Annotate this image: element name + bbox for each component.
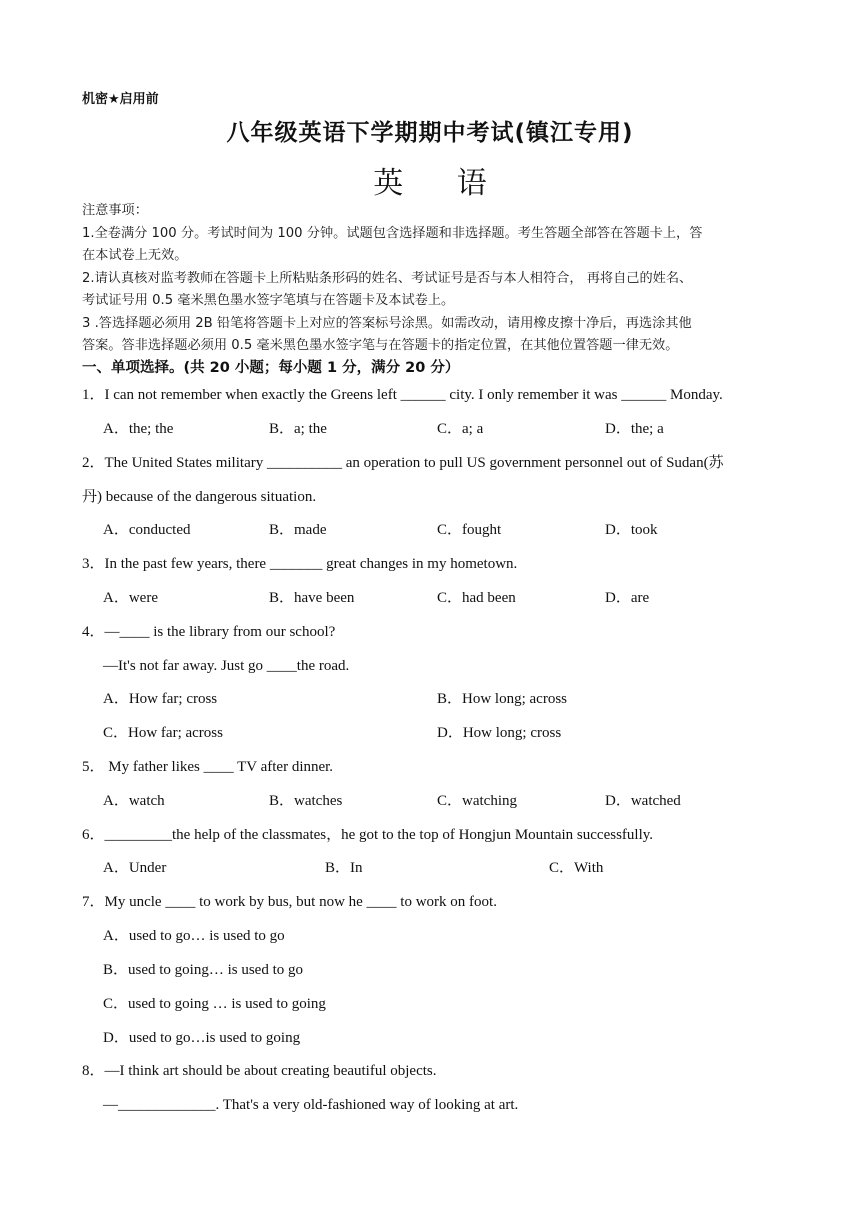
exam-title: 八年级英语下学期期中考试(镇江专用)	[226, 120, 634, 146]
option-a: A．were	[103, 590, 158, 606]
question-stem-continued: —It's not far away. Just go ____the road.	[103, 658, 350, 674]
option-b: B．watches	[269, 793, 343, 809]
instruction-line: 3 .答选择题必须用 2B 铅笔将答题卡上对应的答案标号涂黑。如需改动，请用橡皮擦十净后，再选涂其他	[82, 315, 692, 331]
option-b: B．have been	[269, 590, 355, 606]
instructions-heading: 注意事项：	[82, 203, 148, 218]
question-stem: 2．The United States military __________ an operation to pull US government personnel out of Sudan(苏	[82, 455, 724, 471]
option-c: C．used to going … is used to going	[103, 996, 326, 1012]
question-stem: 4．—____ is the library from our school?	[82, 624, 336, 640]
option-b: B．In	[325, 860, 363, 876]
instruction-line: 2.请认真核对监考教师在答题卡上所粘贴条形码的姓名、考试证号是否与本人相符合， 再将自己的姓名、	[82, 270, 693, 286]
question-stem: 7．My uncle ____ to work by bus, but now he ____ to work on foot.	[82, 894, 497, 910]
option-b: B．made	[269, 522, 327, 538]
instruction-line: 考试证号用 0.5 毫米黑色墨水签字笔填与在答题卡及本试卷上。	[82, 293, 455, 308]
option-d: D．are	[605, 590, 650, 606]
subject-title: 英 语	[373, 166, 509, 201]
question-stem-continued: 丹) because of the dangerous situation.	[82, 489, 317, 505]
option-a: A．Under	[103, 860, 167, 876]
section-heading: 一、单项选择。(共 20 小题；每小题 1 分，满分 20 分）	[82, 360, 460, 376]
option-d: D．the; a	[605, 421, 664, 437]
question-stem: 6．_________the help of the classmates，he got to the top of Hongjun Mountain successfully.	[82, 827, 654, 843]
instruction-line: 1.全卷满分 100 分。考试时间为 100 分钟。试题包含选择题和非选择题。考生答题全部答在答题卡上，答	[82, 225, 703, 241]
option-a: A．watch	[103, 793, 165, 809]
option-c: C．With	[549, 860, 604, 876]
option-c: C．fought	[437, 522, 502, 538]
option-b: B．How long; across	[437, 691, 567, 707]
option-d: D．watched	[605, 793, 681, 809]
instructions	[82, 200, 782, 358]
question-stem: 1．I can not remember when exactly the Greens left ______ city. I only remember it was ______ Monday.	[82, 387, 723, 403]
option-d: D．How long; cross	[437, 725, 562, 741]
question-stem-continued: —_____________. That's a very old-fashioned way of looking at art.	[103, 1097, 519, 1113]
question-stem: 3．In the past few years, there _______ great changes in my hometown.	[82, 556, 518, 572]
option-c: C．watching	[437, 793, 517, 809]
question-stem: 5． My father likes ____ TV after dinner.	[82, 759, 334, 775]
question-stem: 8．—I think art should be about creating beautiful objects.	[82, 1063, 437, 1079]
option-d: D．used to go…is used to going	[103, 1030, 301, 1046]
instruction-line: 在本试卷上无效。	[82, 248, 188, 263]
confidential-label: 机密★启用前	[82, 92, 159, 107]
option-a: A．conducted	[103, 522, 191, 538]
option-b: B．a; the	[269, 421, 327, 437]
option-c: C．How far; across	[103, 725, 223, 741]
option-a: A．How far; cross	[103, 691, 218, 707]
option-c: C．a; a	[437, 421, 484, 437]
option-d: D．took	[605, 522, 658, 538]
instruction-line: 答案。答非选择题必须用 0.5 毫米黑色墨水签字笔与在答题卡的指定位置，在其他位置答题一律无效。	[82, 338, 679, 353]
option-a: A．used to go… is used to go	[103, 928, 285, 944]
option-b: B．used to going… is used to go	[103, 962, 304, 978]
option-c: C．had been	[437, 590, 516, 606]
option-a: A．the; the	[103, 421, 174, 437]
